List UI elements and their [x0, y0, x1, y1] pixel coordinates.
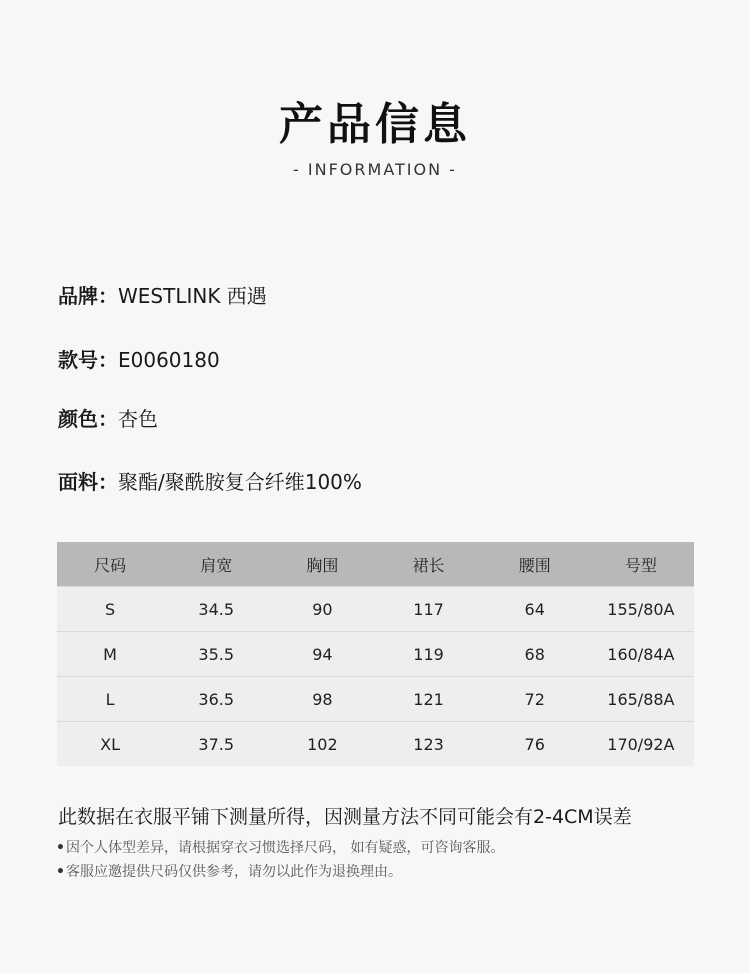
size-header-cell: 肩宽 [163, 542, 269, 587]
table-cell: S [57, 587, 163, 632]
table-cell: 76 [482, 722, 588, 767]
table-cell: 165/88A [588, 677, 694, 722]
table-cell: 37.5 [163, 722, 269, 767]
note-item [56, 837, 504, 857]
size-table-header-row [57, 542, 694, 587]
info-fabric [58, 466, 362, 495]
size-table [57, 542, 694, 766]
table-cell: 35.5 [163, 632, 269, 677]
bullet-icon: • [56, 864, 65, 880]
table-cell: 68 [482, 632, 588, 677]
table-cell: 155/80A [588, 587, 694, 632]
size-header-cell: 裙长 [375, 542, 481, 587]
table-cell: 160/84A [588, 632, 694, 677]
info-brand-label: 品牌： [58, 284, 118, 308]
info-style-number-value: E0060180 [118, 348, 220, 372]
table-row [57, 632, 694, 677]
size-header-cell: 胸围 [269, 542, 375, 587]
info-fabric-label: 面料： [58, 470, 118, 494]
size-header-cell: 腰围 [482, 542, 588, 587]
measurement-note: 此数据在衣服平铺下测量所得，因测量方法不同可能会有2-4CM误差 [58, 806, 632, 828]
page-title: 产品信息 [279, 99, 471, 150]
table-cell: 170/92A [588, 722, 694, 767]
note-item-text: 客服应邀提供尺码仅供参考，请勿以此作为退换理由。 [66, 864, 402, 880]
table-cell: 123 [375, 722, 481, 767]
table-cell: 72 [482, 677, 588, 722]
info-style-number-label: 款号： [58, 348, 118, 372]
table-cell: 94 [269, 632, 375, 677]
bullet-icon: • [56, 840, 65, 856]
table-row [57, 722, 694, 767]
info-fabric-value: 聚酯/聚酰胺复合纤维100% [118, 470, 362, 494]
table-cell: 34.5 [163, 587, 269, 632]
table-cell: 102 [269, 722, 375, 767]
size-header-cell: 尺码 [57, 542, 163, 587]
info-brand [58, 280, 267, 309]
info-color-label: 颜色： [58, 407, 118, 431]
table-cell: 121 [375, 677, 481, 722]
table-cell: 98 [269, 677, 375, 722]
size-header-cell: 号型 [588, 542, 694, 587]
info-color-value: 杏色 [118, 407, 158, 431]
note-item-text: 因个人体型差异，请根据穿衣习惯选择尺码， 如有疑惑，可咨询客服。 [66, 840, 505, 856]
note-item [56, 861, 402, 881]
table-cell: 119 [375, 632, 481, 677]
table-cell: L [57, 677, 163, 722]
table-cell: 64 [482, 587, 588, 632]
table-cell: 36.5 [163, 677, 269, 722]
table-cell: 117 [375, 587, 481, 632]
table-row [57, 677, 694, 722]
table-cell: XL [57, 722, 163, 767]
table-row [57, 587, 694, 632]
table-cell: 90 [269, 587, 375, 632]
info-brand-value: WESTLINK 西遇 [118, 284, 267, 308]
page-subtitle: - INFORMATION - [293, 160, 457, 179]
info-style-number [58, 344, 220, 373]
table-cell: M [57, 632, 163, 677]
info-color [58, 403, 158, 432]
